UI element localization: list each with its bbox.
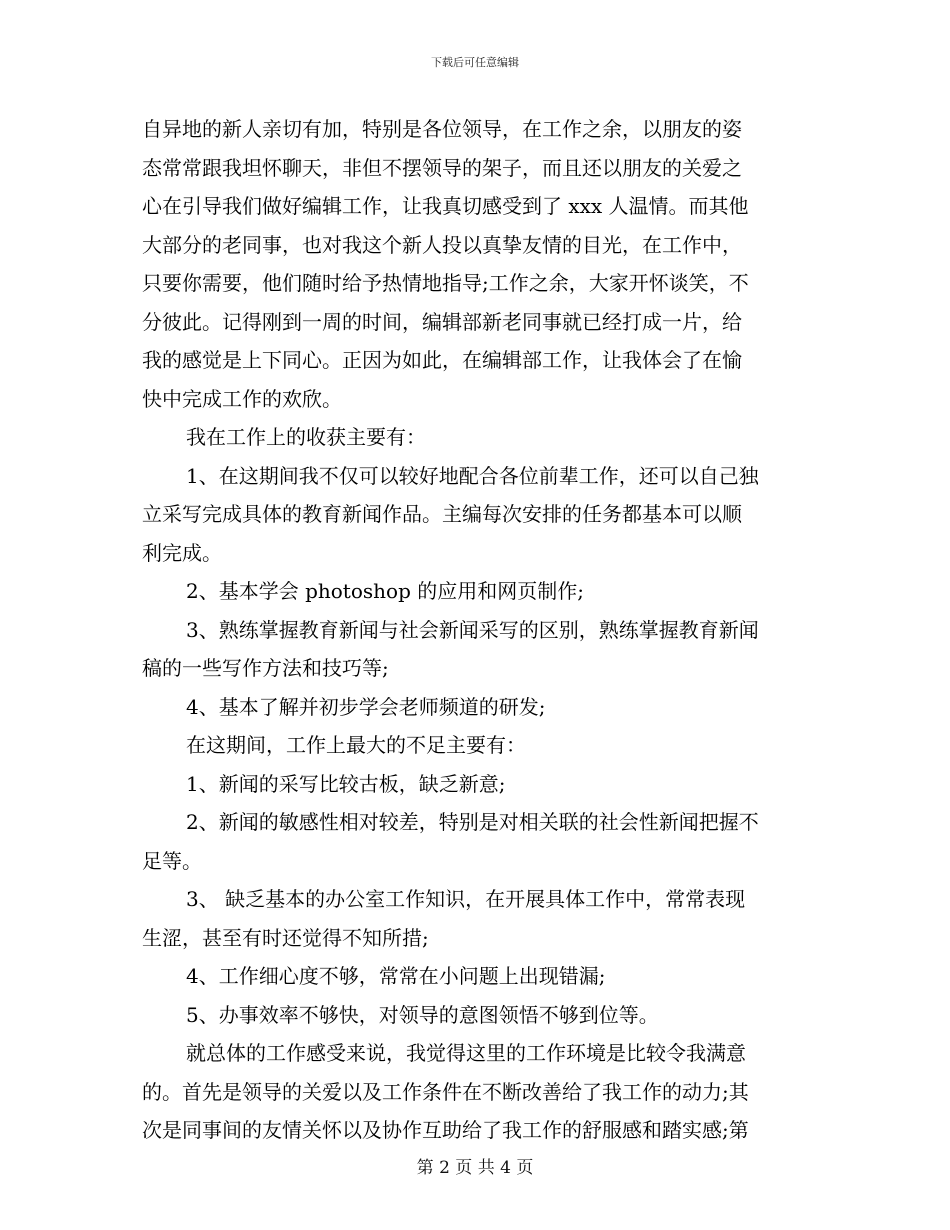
text-line: 的。首先是领导的关爱以及工作条件在不断改善给了我工作的动力;其 — [142, 1079, 749, 1104]
text-line: 分彼此。记得刚到一周的时间，编辑部新老同事就已经打成一片，给 — [142, 309, 742, 334]
page-header: 下载后可任意编辑 — [431, 56, 519, 69]
text-line: 5、办事效率不够快，对领导的意图领悟不够到位等。 — [186, 1002, 659, 1027]
text-line: 利完成。 — [142, 540, 222, 565]
text-line: 4、工作细心度不够，常常在小问题上出现错漏; — [186, 964, 606, 988]
text-line: 自异地的新人亲切有加，特别是各位领导，在工作之余，以朋友的姿 — [142, 117, 742, 141]
text-line: 快中完成工作的欢欣。 — [142, 386, 342, 411]
text-line: 我在工作上的收获主要有： — [186, 425, 426, 449]
text-line: 足等。 — [142, 848, 202, 873]
text-line: 我的感觉是上下同心。正因为如此，在编辑部工作，让我体会了在愉 — [142, 348, 742, 372]
text-line: 1、在这期间我不仅可以较好地配合各位前辈工作，还可以自己独 — [186, 463, 759, 488]
text-line: 在这期间，工作上最大的不足主要有： — [186, 733, 526, 757]
text-line: 次是同事间的友情关怀以及协作互助给了我工作的舒服感和踏实感;第 — [142, 1118, 749, 1142]
text-line: 只要你需要，他们随时给予热情地指导;工作之余，大家开怀谈笑，不 — [142, 271, 749, 295]
text-line: 就总体的工作感受来说，我觉得这里的工作环境是比较令我满意 — [186, 1041, 746, 1065]
text-line: 大部分的老同事，也对我这个新人投以真挚友情的目光，在工作中， — [142, 232, 742, 257]
text-line: 态常常跟我坦怀聊天，非但不摆领导的架子，而且还以朋友的关爱之 — [142, 155, 742, 180]
text-line: 2、基本学会 photoshop 的应用和网页制作; — [186, 579, 584, 603]
text-line: 生涩，甚至有时还觉得不知所措; — [142, 925, 429, 950]
text-line: 3、熟练掌握教育新闻与社会新闻采写的区别，熟练掌握教育新闻 — [186, 617, 759, 642]
text-line: 稿的一些写作方法和技巧等; — [142, 656, 389, 680]
document-body — [142, 110, 810, 1150]
page-footer: 第 2 页 共 4 页 — [416, 1158, 534, 1178]
text-line: 2、新闻的敏感性相对较差，特别是对相关联的社会性新闻把握不 — [186, 810, 759, 834]
text-line: 4、基本了解并初步学会老师频道的研发; — [186, 694, 546, 719]
text-line: 立采写完成具体的教育新闻作品。主编每次安排的任务都基本可以顺 — [142, 502, 742, 526]
text-line: 3、 缺乏基本的办公室工作知识，在开展具体工作中，常常表现 — [186, 887, 746, 911]
text-line: 1、新闻的采写比较古板，缺乏新意; — [186, 771, 506, 796]
text-line: 心在引导我们做好编辑工作，让我真切感受到了 xxx 人温情。而其他 — [142, 194, 749, 218]
